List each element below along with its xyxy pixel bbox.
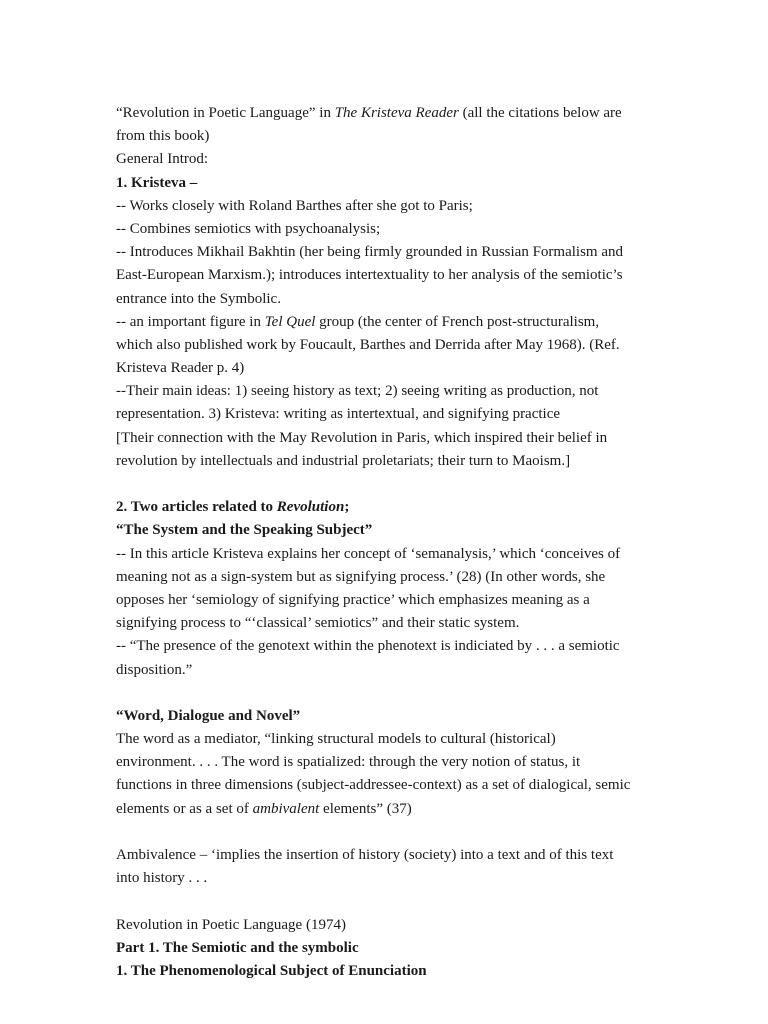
blank-line xyxy=(116,890,656,913)
text-line xyxy=(116,519,656,542)
text-segment: The word as a mediator, “linking structural models to cultural (historical) xyxy=(116,731,556,748)
text-line xyxy=(116,311,656,334)
text-segment: “The System and the Speaking Subject” xyxy=(116,522,373,539)
text-line xyxy=(116,357,656,380)
text-segment: disposition.” xyxy=(116,661,193,678)
text-segment: [Their connection with the May Revolution in Paris, which inspired their belief in xyxy=(116,429,608,446)
text-segment: Revolution xyxy=(276,499,345,516)
text-segment: -- In this article Kristeva explains her concept of ‘semanalysis,’ which ‘conceives of xyxy=(116,545,621,562)
text-segment: -- Works closely with Roland Barthes after she got to Paris; xyxy=(116,197,473,214)
text-line xyxy=(116,334,656,357)
text-segment: 2. Two articles related to xyxy=(116,499,277,516)
document-body xyxy=(116,102,656,983)
text-line xyxy=(116,566,656,589)
text-line xyxy=(116,102,656,125)
text-line xyxy=(116,241,656,264)
text-line xyxy=(116,844,656,867)
text-line xyxy=(116,798,656,821)
text-line xyxy=(116,264,656,287)
text-segment: group (the center of French post-structuralism, xyxy=(315,313,600,330)
text-segment: -- Combines semiotics with psychoanalysis; xyxy=(116,220,381,237)
text-segment: which also published work by Foucault, Barthes and Derrida after May 1968). (Ref. xyxy=(116,336,620,353)
text-segment: Part 1. The Semiotic and the symbolic xyxy=(116,939,359,956)
text-line xyxy=(116,659,656,682)
text-segment: ; xyxy=(344,499,350,516)
text-segment: signifying process to “‘classical’ semiotics” and their static system. xyxy=(116,615,520,632)
text-segment: (all the citations below are xyxy=(458,105,622,121)
blank-line xyxy=(116,682,656,705)
text-segment: 1. The Phenomenological Subject of Enunciation xyxy=(116,962,427,979)
text-segment: elements” (37) xyxy=(319,800,412,817)
text-line xyxy=(116,380,656,403)
text-segment: functions in three dimensions (subject-addressee-context) as a set of dialogical, semic xyxy=(116,777,631,794)
text-segment: environment. . . . The word is spatialized: through the very notion of status, it xyxy=(116,754,581,771)
text-line xyxy=(116,774,656,797)
text-segment: -- “The presence of the genotext within the phenotext is indiciated by . . . a semiotic xyxy=(116,638,620,655)
text-line xyxy=(116,403,656,426)
text-line xyxy=(116,496,656,519)
text-segment: Ambivalence – ‘implies the insertion of history (society) into a text and of this text xyxy=(116,847,614,863)
blank-line xyxy=(116,821,656,844)
text-line xyxy=(116,218,656,241)
text-segment: from this book) xyxy=(116,128,210,145)
text-line xyxy=(116,960,656,983)
text-segment: -- an important figure in xyxy=(116,313,265,330)
text-segment: opposes her ‘semiology of signifying practice’ which emphasizes meaning as a xyxy=(116,591,590,608)
text-segment: East-European Marxism.); introduces intertextuality to her analysis of the semiotic’s xyxy=(116,267,623,284)
text-line xyxy=(116,612,656,635)
text-line xyxy=(116,288,656,311)
text-segment: elements or as a set of xyxy=(116,800,253,817)
blank-line xyxy=(116,473,656,496)
text-segment: entrance into the Symbolic. xyxy=(116,290,281,307)
text-segment: “Revolution in Poetic Language” in xyxy=(116,105,335,121)
text-line xyxy=(116,705,656,728)
text-line xyxy=(116,450,656,473)
text-segment: --Their main ideas: 1) seeing history as text; 2) seeing writing as production, not xyxy=(116,383,599,400)
text-segment: Kristeva Reader p. 4) xyxy=(116,360,245,377)
text-segment: into history . . . xyxy=(116,870,208,887)
text-line xyxy=(116,172,656,195)
text-line xyxy=(116,427,656,450)
text-line xyxy=(116,195,656,218)
text-segment: The Kristeva Reader xyxy=(334,105,459,121)
text-line xyxy=(116,125,656,148)
text-segment: General Introd: xyxy=(116,151,209,168)
text-line xyxy=(116,543,656,566)
text-line xyxy=(116,751,656,774)
text-segment: Revolution in Poetic Language (1974) xyxy=(116,916,346,933)
text-line xyxy=(116,937,656,960)
text-segment: revolution by intellectuals and industrial proletariats; their turn to Maoism.] xyxy=(116,452,571,469)
text-line xyxy=(116,728,656,751)
text-segment: “Word, Dialogue and Novel” xyxy=(116,707,301,724)
text-segment: meaning not as a sign-system but as signifying process.’ (28) (In other words, she xyxy=(116,568,606,585)
text-segment: 1. Kristeva – xyxy=(116,174,198,191)
text-line xyxy=(116,589,656,612)
text-segment: -- Introduces Mikhail Bakhtin (her being firmly grounded in Russian Formalism and xyxy=(116,244,623,261)
text-line xyxy=(116,635,656,658)
text-segment: representation. 3) Kristeva: writing as intertextual, and signifying practice xyxy=(116,406,561,423)
text-line xyxy=(116,914,656,937)
text-line xyxy=(116,148,656,171)
text-segment: ambivalent xyxy=(252,800,320,817)
text-segment: Tel Quel xyxy=(264,313,316,330)
text-line xyxy=(116,867,656,890)
